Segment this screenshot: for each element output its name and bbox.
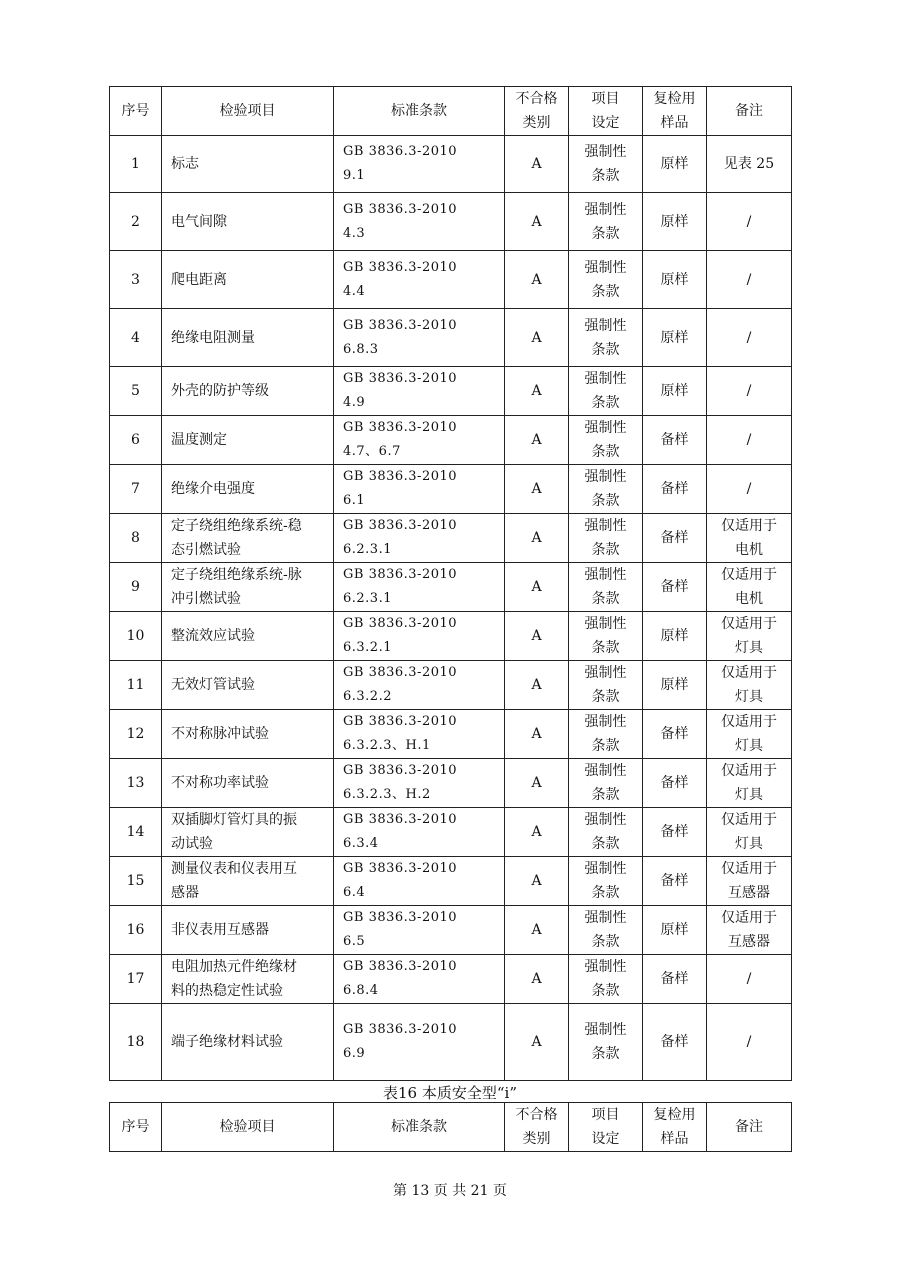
row-seq: 2: [110, 193, 162, 251]
row-category: A: [505, 416, 569, 465]
row-setting: 强制性 条款: [569, 514, 643, 563]
row-sample: 原样: [643, 906, 707, 955]
row-category: A: [505, 465, 569, 514]
row-setting: 强制性 条款: [569, 416, 643, 465]
row-sample: 原样: [643, 309, 707, 367]
header-setting: 项目 设定: [569, 1103, 643, 1152]
row-seq: 3: [110, 251, 162, 309]
row-category: A: [505, 710, 569, 759]
row-item: 温度测定: [162, 416, 334, 465]
row-category: A: [505, 955, 569, 1004]
table-row: [110, 612, 792, 661]
table-row: [110, 193, 792, 251]
row-item: 非仪表用互感器: [162, 906, 334, 955]
row-item: 电阻加热元件绝缘材 料的热稳定性试验: [162, 955, 334, 1004]
row-remark: 见表 25: [707, 136, 792, 193]
row-seq: 8: [110, 514, 162, 563]
row-standard: GB 3836.3-2010 6.3.4: [334, 808, 505, 857]
row-remark: 仅适用于 电机: [707, 514, 792, 563]
header-seq: 序号: [110, 87, 162, 136]
table-row: [110, 309, 792, 367]
row-seq: 10: [110, 612, 162, 661]
row-remark: /: [707, 955, 792, 1004]
row-remark: 仅适用于 灯具: [707, 661, 792, 710]
row-item: 不对称脉冲试验: [162, 710, 334, 759]
header-sample: 复检用 样品: [643, 1103, 707, 1152]
row-category: A: [505, 759, 569, 808]
header-setting: 项目 设定: [569, 87, 643, 136]
row-setting: 强制性 条款: [569, 661, 643, 710]
page-footer: 第 13 页 共 21 页: [393, 1183, 507, 1199]
row-standard: GB 3836.3-2010 6.3.2.2: [334, 661, 505, 710]
row-setting: 强制性 条款: [569, 808, 643, 857]
row-category: A: [505, 309, 569, 367]
row-category: A: [505, 661, 569, 710]
row-setting: 强制性 条款: [569, 193, 643, 251]
table-row: [110, 808, 792, 857]
header-remark: 备注: [707, 87, 792, 136]
row-item: 不对称功率试验: [162, 759, 334, 808]
header-remark: 备注: [707, 1103, 792, 1152]
row-category: A: [505, 563, 569, 612]
row-seq: 9: [110, 563, 162, 612]
row-standard: GB 3836.3-2010 6.3.2.1: [334, 612, 505, 661]
row-seq: 16: [110, 906, 162, 955]
row-setting: 强制性 条款: [569, 612, 643, 661]
row-remark: 仅适用于 灯具: [707, 759, 792, 808]
header-item: 检验项目: [162, 1103, 334, 1152]
row-setting: 强制性 条款: [569, 955, 643, 1004]
row-remark: 仅适用于 电机: [707, 563, 792, 612]
row-category: A: [505, 193, 569, 251]
row-category: A: [505, 1004, 569, 1081]
row-item: 定子绕组绝缘系统-稳 态引燃试验: [162, 514, 334, 563]
row-remark: /: [707, 367, 792, 416]
table-row: [110, 1004, 792, 1081]
row-seq: 13: [110, 759, 162, 808]
row-standard: GB 3836.3-2010 4.9: [334, 367, 505, 416]
row-sample: 原样: [643, 661, 707, 710]
row-item: 标志: [162, 136, 334, 193]
row-remark: /: [707, 193, 792, 251]
row-setting: 强制性 条款: [569, 251, 643, 309]
row-standard: GB 3836.3-2010 4.3: [334, 193, 505, 251]
row-setting: 强制性 条款: [569, 710, 643, 759]
header-category: 不合格 类别: [505, 1103, 569, 1152]
row-seq: 7: [110, 465, 162, 514]
header-row: [110, 1103, 792, 1152]
table-row: [110, 136, 792, 193]
row-standard: GB 3836.3-2010 4.4: [334, 251, 505, 309]
row-seq: 15: [110, 857, 162, 906]
row-setting: 强制性 条款: [569, 563, 643, 612]
table-row: [110, 759, 792, 808]
row-seq: 17: [110, 955, 162, 1004]
row-standard: GB 3836.3-2010 6.4: [334, 857, 505, 906]
inspection-table: [109, 86, 792, 1081]
row-item: 测量仪表和仪表用互 感器: [162, 857, 334, 906]
row-category: A: [505, 136, 569, 193]
table-row: [110, 857, 792, 906]
row-sample: 原样: [643, 367, 707, 416]
row-sample: 备样: [643, 857, 707, 906]
row-category: A: [505, 906, 569, 955]
intrinsic-safety-table: [109, 1102, 792, 1152]
row-sample: 原样: [643, 193, 707, 251]
row-standard: GB 3836.3-2010 6.3.2.3、H.2: [334, 759, 505, 808]
row-sample: 原样: [643, 612, 707, 661]
row-category: A: [505, 251, 569, 309]
header-standard: 标准条款: [334, 87, 505, 136]
header-standard: 标准条款: [334, 1103, 505, 1152]
row-item: 外壳的防护等级: [162, 367, 334, 416]
table-row: [110, 416, 792, 465]
row-seq: 12: [110, 710, 162, 759]
table-row: [110, 514, 792, 563]
row-remark: /: [707, 251, 792, 309]
row-remark: 仅适用于 灯具: [707, 710, 792, 759]
row-item: 整流效应试验: [162, 612, 334, 661]
row-remark: 仅适用于 互感器: [707, 906, 792, 955]
row-sample: 备样: [643, 514, 707, 563]
row-standard: GB 3836.3-2010 6.9: [334, 1004, 505, 1081]
table-row: [110, 465, 792, 514]
row-seq: 4: [110, 309, 162, 367]
row-standard: GB 3836.3-2010 6.3.2.3、H.1: [334, 710, 505, 759]
row-sample: 备样: [643, 465, 707, 514]
row-remark: /: [707, 465, 792, 514]
row-remark: /: [707, 1004, 792, 1081]
header-seq: 序号: [110, 1103, 162, 1152]
row-remark: 仅适用于 灯具: [707, 612, 792, 661]
row-seq: 14: [110, 808, 162, 857]
row-standard: GB 3836.3-2010 6.5: [334, 906, 505, 955]
row-standard: GB 3836.3-2010 6.8.4: [334, 955, 505, 1004]
row-setting: 强制性 条款: [569, 857, 643, 906]
row-standard: GB 3836.3-2010 9.1: [334, 136, 505, 193]
row-seq: 6: [110, 416, 162, 465]
row-item: 双插脚灯管灯具的振 动试验: [162, 808, 334, 857]
row-sample: 备样: [643, 710, 707, 759]
row-item: 爬电距离: [162, 251, 334, 309]
row-standard: GB 3836.3-2010 6.2.3.1: [334, 514, 505, 563]
row-standard: GB 3836.3-2010 6.1: [334, 465, 505, 514]
header-item: 检验项目: [162, 87, 334, 136]
row-sample: 备样: [643, 1004, 707, 1081]
row-category: A: [505, 367, 569, 416]
row-remark: /: [707, 416, 792, 465]
row-setting: 强制性 条款: [569, 906, 643, 955]
row-remark: 仅适用于 灯具: [707, 808, 792, 857]
row-standard: GB 3836.3-2010 4.7、6.7: [334, 416, 505, 465]
row-category: A: [505, 857, 569, 906]
row-sample: 备样: [643, 955, 707, 1004]
header-sample: 复检用 样品: [643, 87, 707, 136]
table-caption: 表16 本质安全型“i”: [383, 1084, 517, 1102]
row-sample: 备样: [643, 416, 707, 465]
row-standard: GB 3836.3-2010 6.2.3.1: [334, 563, 505, 612]
row-sample: 备样: [643, 808, 707, 857]
row-sample: 原样: [643, 136, 707, 193]
row-setting: 强制性 条款: [569, 759, 643, 808]
row-item: 绝缘介电强度: [162, 465, 334, 514]
header-category: 不合格 类别: [505, 87, 569, 136]
header-row: [110, 87, 792, 136]
row-sample: 备样: [643, 759, 707, 808]
row-item: 无效灯管试验: [162, 661, 334, 710]
row-setting: 强制性 条款: [569, 465, 643, 514]
row-category: A: [505, 808, 569, 857]
row-item: 端子绝缘材料试验: [162, 1004, 334, 1081]
table-row: [110, 661, 792, 710]
row-remark: /: [707, 309, 792, 367]
row-setting: 强制性 条款: [569, 367, 643, 416]
row-seq: 11: [110, 661, 162, 710]
row-sample: 原样: [643, 251, 707, 309]
row-item: 定子绕组绝缘系统-脉 冲引燃试验: [162, 563, 334, 612]
row-seq: 5: [110, 367, 162, 416]
table-row: [110, 563, 792, 612]
table-row: [110, 906, 792, 955]
row-category: A: [505, 612, 569, 661]
row-category: A: [505, 514, 569, 563]
row-seq: 1: [110, 136, 162, 193]
row-setting: 强制性 条款: [569, 309, 643, 367]
row-seq: 18: [110, 1004, 162, 1081]
row-item: 电气间隙: [162, 193, 334, 251]
table-row: [110, 251, 792, 309]
table-row: [110, 955, 792, 1004]
row-remark: 仅适用于 互感器: [707, 857, 792, 906]
row-setting: 强制性 条款: [569, 136, 643, 193]
table-row: [110, 367, 792, 416]
row-sample: 备样: [643, 563, 707, 612]
table-row: [110, 710, 792, 759]
row-item: 绝缘电阻测量: [162, 309, 334, 367]
row-standard: GB 3836.3-2010 6.8.3: [334, 309, 505, 367]
row-setting: 强制性 条款: [569, 1004, 643, 1081]
